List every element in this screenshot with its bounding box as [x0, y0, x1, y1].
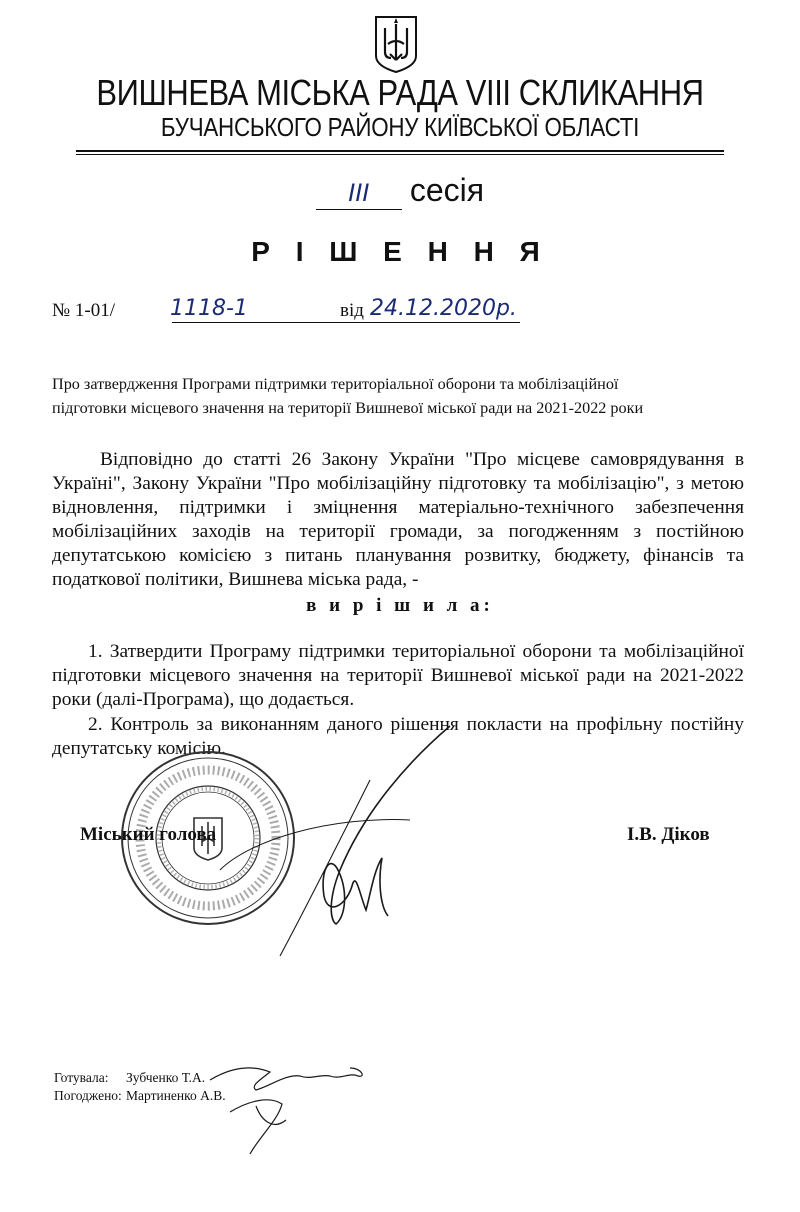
session-number: III	[316, 177, 402, 210]
decision-date-handwritten: 24.12.2020р.	[370, 296, 517, 321]
date-label: від	[340, 300, 364, 321]
prepared-label: Готувала:	[54, 1070, 109, 1085]
signatory-position: Міський голова	[80, 824, 217, 845]
subject-line-2: підготовки місцевого значення на території Вишневої міської ради на 2021-2022 роки	[52, 399, 644, 417]
decision-item-2: 2. Контроль за виконанням даного рішення покласти на профільну постійну депутатську комісію.	[52, 714, 744, 759]
council-name: ВИШНЕВА МІСЬКА РАДА VIII СКЛИКАННЯ	[96, 72, 704, 113]
council-region: БУЧАНСЬКОГО РАЙОНУ КИЇВСЬКОЇ ОБЛАСТІ	[160, 112, 640, 142]
prepared-by-line	[54, 1070, 205, 1086]
agreed-name: Мартиненко А.В.	[126, 1088, 226, 1103]
session-line	[0, 172, 800, 210]
preparer-signature-icon	[190, 1050, 390, 1160]
coat-of-arms-icon	[373, 14, 419, 74]
header-rule	[76, 150, 724, 152]
preamble-paragraph: Відповідно до статті 26 Закону України "Про місцеве самоврядування в Україні", Закону України "Про мобілізаційну підготовку та мобілізацію", з метою відновлення, підтримки і зміцнення матеріально-технічного забезпечення мобілізаційних заходів на території громади, за погодженням з постійною депутатською комісією з питань планування розвитку, бюджету, фінансів та податкової політики, Вишнева міська рада, -	[52, 449, 744, 590]
agreed-by-line	[54, 1088, 226, 1104]
document-title: Р І Ш Е Н Н Я	[251, 236, 549, 267]
subject-line-1: Про затвердження Програми підтримки територіальної оборони та мобілізаційної	[52, 375, 619, 393]
session-label: сесія	[409, 172, 485, 208]
decision-number-handwritten: 1118-1	[170, 296, 248, 321]
date-underline	[370, 322, 520, 323]
decision-number-label: № 1-01/	[52, 300, 115, 321]
agreed-label: Погоджено:	[54, 1088, 122, 1103]
number-underline	[172, 322, 382, 323]
decision-item-1: 1. Затвердити Програму підтримки територіальної оборони та мобілізаційної підготовки місцевого значення на території Вишневої міської ради на 2021-2022 роки (далі-Програма), що додається.	[52, 641, 744, 710]
decision-subject	[52, 372, 752, 420]
resolved-heading: в и р і ш и л а:	[306, 595, 494, 616]
signatory-name: І.В. Діков	[627, 824, 710, 845]
header-rule-thin	[76, 154, 724, 155]
prepared-name: Зубченко Т.А.	[126, 1070, 206, 1085]
